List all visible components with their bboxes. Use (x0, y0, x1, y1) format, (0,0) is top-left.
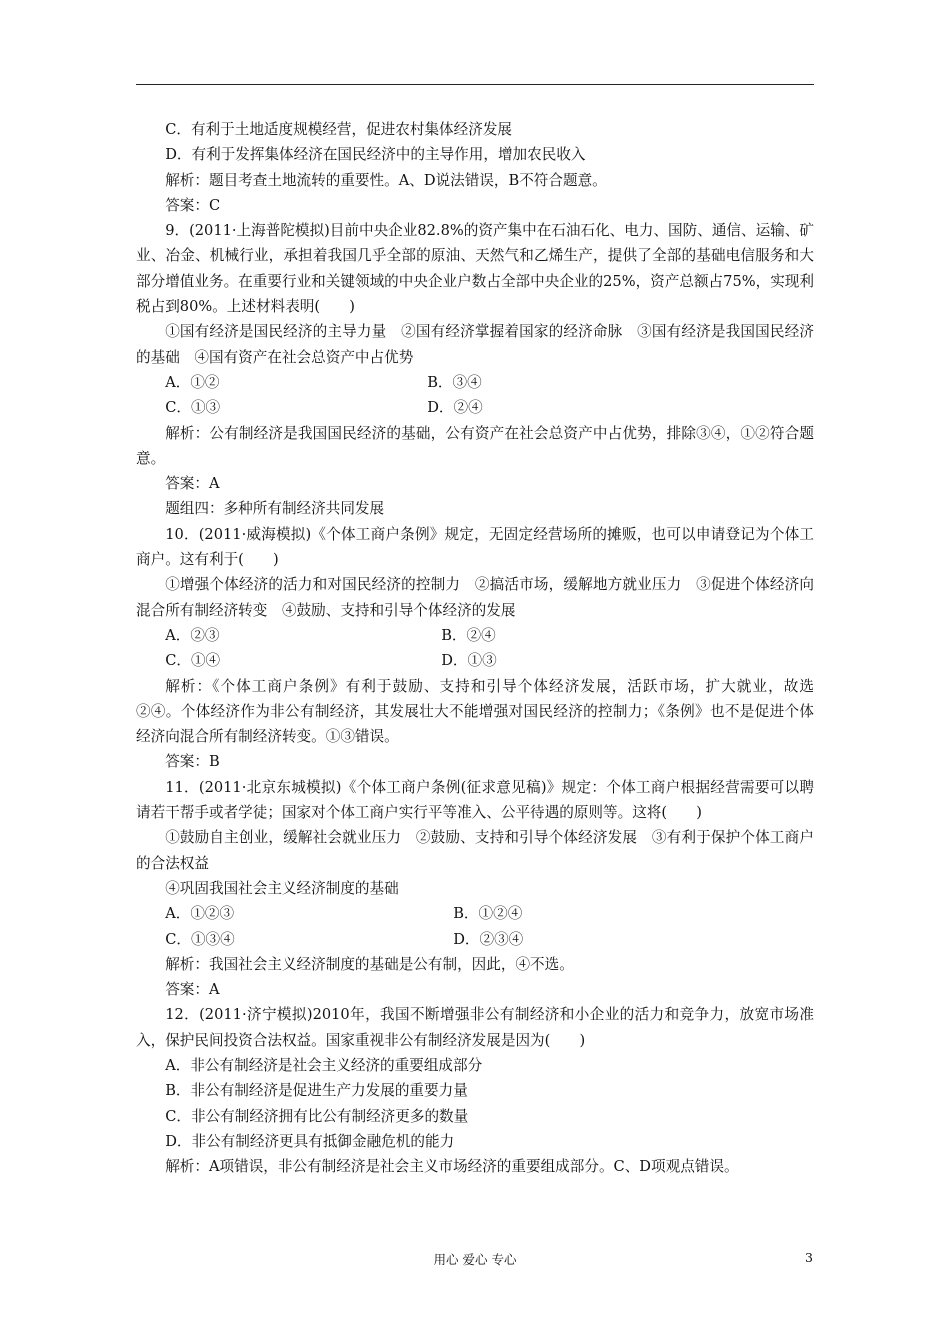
option-d: D．②④ (427, 399, 483, 417)
option-b: B．③④ (427, 373, 482, 391)
option-a: A．②③ (165, 626, 220, 644)
question-9-items: ①国有经济是国民经济的主导力量 ②国有经济掌握着国家的经济命脉 ③国有经济是我国国民经济的基础 ④国有资产在社会总资产中占优势 (136, 323, 814, 366)
question-10-options-ab (136, 623, 814, 648)
question-10: 10．(2011·威海模拟)《个体工商户条例》规定，无固定经营场所的摊贩，也可以申请登记为个体工商户。这有利于( ) (136, 525, 814, 569)
page-number: 3 (805, 1250, 813, 1265)
group-heading: 题组四：多种所有制经济共同发展 (165, 500, 385, 518)
page-body (136, 117, 814, 1179)
option-d-line: D．有利于发挥集体经济在国民经济中的主导作用，增加农民收入 (165, 146, 586, 164)
question-9-options-ab (136, 370, 814, 395)
option-c-line: C．有利于土地适度规模经营，促进农村集体经济发展 (165, 121, 513, 138)
answer-line: 答案：C (165, 196, 221, 214)
question-11-items: ①鼓励自主创业，缓解社会就业压力 ②鼓励、支持和引导个体经济发展 ③有利于保护个体工商户的合法权益 (136, 829, 814, 872)
option-b: B．非公有制经济是促进生产力发展的重要力量 (165, 1082, 468, 1100)
question-11: 11．(2011·北京东城模拟)《个体工商户条例(征求意见稿)》规定：个体工商户根据经营需要可以聘请若干帮手或者学徒；国家对个体工商户实行平等准入、公平待遇的原则等。这将( ) (136, 778, 814, 822)
question-11-analysis: 解析：我国社会主义经济制度的基础是公有制，因此，④不选。 (165, 955, 574, 973)
option-c: C．①③④ (165, 930, 235, 948)
question-9: 9．(2011·上海普陀模拟)目前中央企业82.8%的资产集中在石油石化、电力、国防、通信、运输、矿业、冶金、机械行业，承担着我国几乎全部的原油、天然气和乙烯生产，提供了全部的基础电信服务和大部分增值业务。在重要行业和关键领域的中央企业户数占全部中央企业的25%，资产总额占75%，实现利税占到80%。上述材料表明( ) (136, 222, 814, 316)
question-11-answer: 答案：A (165, 981, 220, 999)
question-11-item-4: ④巩固我国社会主义经济制度的基础 (165, 879, 399, 897)
header-rule (136, 84, 814, 85)
question-9-options-cd (136, 395, 814, 420)
question-12: 12．(2011·济宁模拟)2010年，我国不断增强非公有制经济和小企业的活力和竞争力，放宽市场准入，保护民间投资合法权益。国家重视非公有制经济发展是因为( ) (136, 1006, 814, 1049)
question-10-analysis: 解析：《个体工商户条例》有利于鼓励、支持和引导个体经济发展，活跃市场，扩大就业，故选②④。个体经济作为非公有制经济，其发展壮大不能增强对国民经济的控制力；《条例》也不是促进个体经济向混合所有制经济转变。①③错误。 (136, 677, 814, 746)
question-11-options-cd (136, 927, 814, 952)
question-10-answer: 答案：B (165, 753, 220, 771)
option-a: A．①②③ (165, 905, 235, 923)
option-b: B．①②④ (453, 905, 523, 923)
question-10-items: ①增强个体经济的活力和对国民经济的控制力 ②搞活市场，缓解地方就业压力 ③促进个体经济向混合所有制经济转变 ④鼓励、支持和引导个体经济的发展 (136, 576, 814, 619)
option-c: C．非公有制经济拥有比公有制经济更多的数量 (165, 1107, 469, 1125)
question-10-options-cd (136, 648, 814, 673)
option-a: A．①② (165, 373, 220, 391)
option-b: B．②④ (441, 626, 496, 644)
question-9-answer: 答案：A (165, 475, 220, 493)
option-d: D．①③ (441, 652, 497, 670)
option-c: C．①③ (165, 399, 221, 417)
option-d: D．非公有制经济更具有抵御金融危机的能力 (165, 1132, 455, 1150)
question-9-analysis: 解析：公有制经济是我国国民经济的基础，公有资产在社会总资产中占优势，排除③④，①②符合题意。 (136, 424, 814, 467)
footer-motto: 用心 爱心 专心 (433, 1252, 517, 1267)
analysis-line: 解析：题目考查土地流转的重要性。A、D说法错误，B不符合题意。 (165, 171, 607, 189)
question-12-analysis: 解析：A项错误，非公有制经济是社会主义市场经济的重要组成部分。C、D项观点错误。 (165, 1158, 739, 1176)
question-11-options-ab (136, 901, 814, 926)
option-c: C．①④ (165, 652, 221, 670)
option-d: D．②③④ (453, 930, 524, 948)
option-a: A．非公有制经济是社会主义经济的重要组成部分 (165, 1056, 483, 1074)
